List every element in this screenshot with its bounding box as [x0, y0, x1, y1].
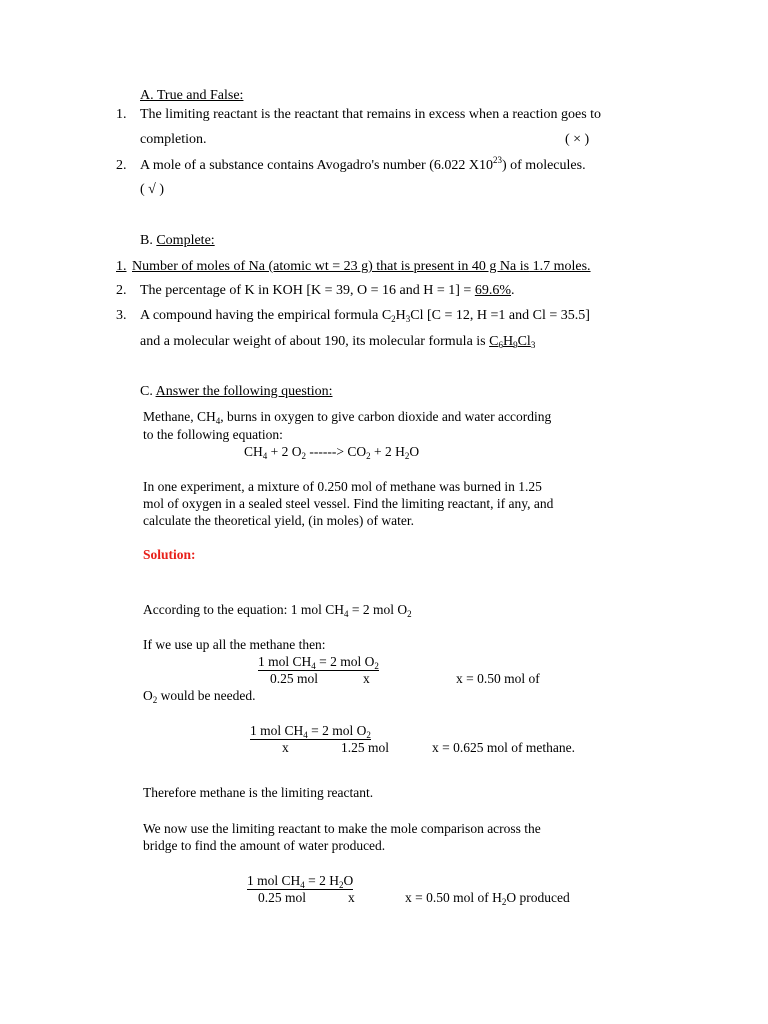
ratio-2-denominator-a: x: [282, 740, 289, 755]
complete-statement-3: A compound having the empirical formula $C_2H_3Cl$ [C = 12, H =1 and Cl = 35.5]: [140, 308, 590, 324]
ratio-1-numerator: 1 mol $CH_4 = 2$ mol $O_2$: [258, 654, 379, 671]
complete-statement-3-cont: and a molecular weight of about 190, its molecular formula is $C_6H_9Cl_3$: [140, 334, 536, 350]
item-number: 2.: [116, 283, 127, 298]
complete-statement-1: Number of moles of Na (atomic wt = 23 g) that is present in 40 g Na is 1.7 moles.: [132, 259, 591, 274]
combustion-equation: $CH_4 + 2$ $O_2$ ------> $CO_2 + 2$ $H_2O$: [244, 444, 420, 461]
ratio-3-result: x = 0.50 mol of $H_2O$ produced: [405, 890, 570, 907]
section-b-heading: B. Complete:: [140, 233, 215, 248]
item-number: 1.: [116, 259, 127, 274]
section-a-heading: A. True and False:: [140, 88, 244, 103]
experiment-line-2: mol of oxygen in a sealed steel vessel. Find the limiting reactant, if any, and: [143, 496, 554, 511]
molecular-formula-answer: $C_6H_9Cl_3$: [489, 334, 536, 350]
item-number: 3.: [116, 308, 127, 323]
ratio-1-denominator-a: 0.25 mol: [270, 671, 319, 686]
ratio-3-denominator-b: x: [348, 890, 355, 905]
question-line-1: Methane, $CH_4$, burns in oxygen to give carbon dioxide and water according: [143, 409, 552, 426]
tf-answer-2: ( √ ): [140, 182, 165, 197]
ratio-2-result: x = 0.625 mol of methane.: [432, 740, 575, 755]
tf-statement-1: The limiting reactant is the reactant that remains in excess when a reaction goes to: [140, 107, 602, 122]
tf-statement-1-cont: completion.: [140, 132, 207, 147]
according-line: According to the equation: 1 mol $CH_4 = 2$ mol $O_2$: [143, 602, 412, 619]
if-methane-line: If we use up all the methane then:: [143, 637, 326, 652]
now-line-1: We now use the limiting reactant to make the mole comparison across the: [143, 821, 541, 836]
therefore-line: Therefore methane is the limiting reactant.: [143, 785, 374, 800]
experiment-line-3: calculate the theoretical yield, (in moles) of water.: [143, 513, 415, 528]
experiment-line-1: In one experiment, a mixture of 0.250 mol of methane was burned in 1.25: [143, 479, 542, 494]
now-line-2: bridge to find the amount of water produced.: [143, 838, 386, 853]
ratio-3-numerator: 1 mol $CH_4 = 2$ $H_2O$: [247, 873, 354, 890]
question-line-2: to the following equation:: [143, 427, 283, 442]
item-number: 2.: [116, 158, 127, 173]
ratio-1-result-cont: $O_2$ would be needed.: [143, 688, 256, 705]
ratio-1-result: x = 0.50 mol of: [456, 671, 540, 686]
solution-label: Solution:: [143, 547, 196, 562]
complete-statement-2: The percentage of K in KOH [K = 39, O = 16 and H = 1] = 69.6%.: [140, 283, 515, 298]
ratio-2-denominator-b: 1.25 mol: [341, 740, 390, 755]
tf-statement-2: A mole of a substance contains Avogadro's number (6.022 $X10^{23}$) of molecules.: [140, 155, 586, 173]
item-number: 1.: [116, 107, 127, 122]
ratio-2-numerator: 1 mol $CH_4 = 2$ mol $O_2$: [250, 723, 371, 740]
section-c-heading: C. Answer the following question:: [140, 384, 333, 399]
ratio-3-denominator-a: 0.25 mol: [258, 890, 307, 905]
tf-answer-1: ( × ): [565, 132, 590, 147]
ratio-1-denominator-b: x: [363, 671, 370, 686]
